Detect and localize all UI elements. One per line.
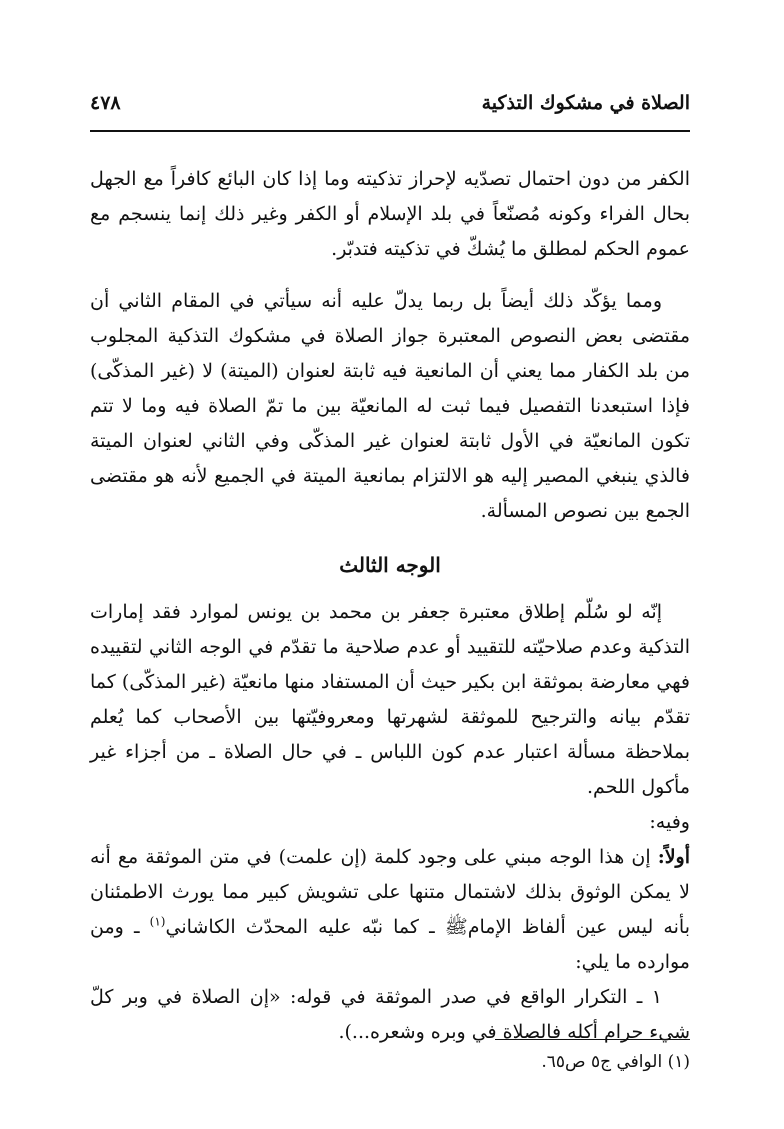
paragraph-5-text-b: ـ ومن موارده ما يلي: [90, 916, 690, 973]
paragraph-5-text-a: إن هذا الوجه مبني على وجود كلمة (إن علمت) في متن الموثقة مع أنه لا يمكن الوثوق بذلك لاشتمال متنها على تشويش كبير مما يورث الاطمئنان بأنه ليس عين ألفاظ الإمامﷺ ـ كما نبّه عليه المحدّث الكاشاني [90, 846, 690, 938]
paragraph-5 [90, 840, 690, 980]
running-title: الصلاة في مشكوك التذكية [481, 92, 690, 114]
paragraph-1: الكفر من دون احتمال تصدّيه لإحراز تذكيته وما إذا كان البائع كافراً مع الجهل بحال الفراء وكونه مُصنّعاً في بلد الإسلام أو الكفر وغير ذلك إنما ينسجم مع عموم الحكم لمطلق ما يُشكّ في تذكيته فتدبّر. [90, 168, 690, 260]
header-rule [90, 130, 690, 132]
footnote-rule [495, 1039, 690, 1040]
point-lead: أولاً: [657, 846, 690, 868]
paragraph-3: إنّه لو سُلّم إطلاق معتبرة جعفر بن محمد بن يونس لموارد فقد إمارات التذكية وعدم صلاحيّته للتقييد أو عدم صلاحية ما تقدّم في الوجه الثاني لتقييده فهي معارضة بموثقة ابن بكير حيث أن المستفاد منها مانعيّة (غير المذكّى) كما تقدّم بيانه والترجيح للموثقة لشهرتها ومعروفيّتها بين الأصحاب كما يُعلم بملاحظة مسألة اعتبار عدم كون اللباس ـ في حال الصلاة ـ من أجزاء غير مأكول اللحم. [90, 601, 690, 798]
page-header [90, 92, 690, 128]
page-number: ٤٧٨ [90, 92, 121, 114]
paragraph-6: ١ ـ التكرار الواقع في صدر الموثقة في قوله: «إن الصلاة في وبر كلّ شيء حرام أكله فالصلاة في وبره وشعره...). [90, 986, 690, 1043]
footnote-ref: (١) [149, 914, 166, 929]
body-text [90, 162, 690, 1050]
footnote: (١) الوافي ج٥ ص٦٥. [541, 1052, 690, 1072]
paragraph-2: ومما يؤكّد ذلك أيضاً بل ربما يدلّ عليه أنه سيأتي في المقام الثاني أن مقتضى بعض النصوص المعتبرة جواز الصلاة في مشكوك التذكية المجلوب من بلد الكفار مما يعني أن المانعية فيه ثابتة لعنوان (الميتة) لا (غير المذكّى) فإذا استبعدنا التفصيل فيما ثبت له المانعيّة بين ما تمّ الصلاة فيه وما لا تتم تكون المانعيّة في الأول ثابتة لعنوان غير المذكّى وفي الثاني لعنوان الميتة فالذي ينبغي المصير إليه هو الالتزام بمانعية الميتة في الجميع لأنه هو مقتضى الجمع بين نصوص المسألة. [90, 290, 690, 522]
section-heading: الوجه الثالث [339, 553, 441, 577]
paragraph-4: وفيه: [649, 811, 690, 833]
